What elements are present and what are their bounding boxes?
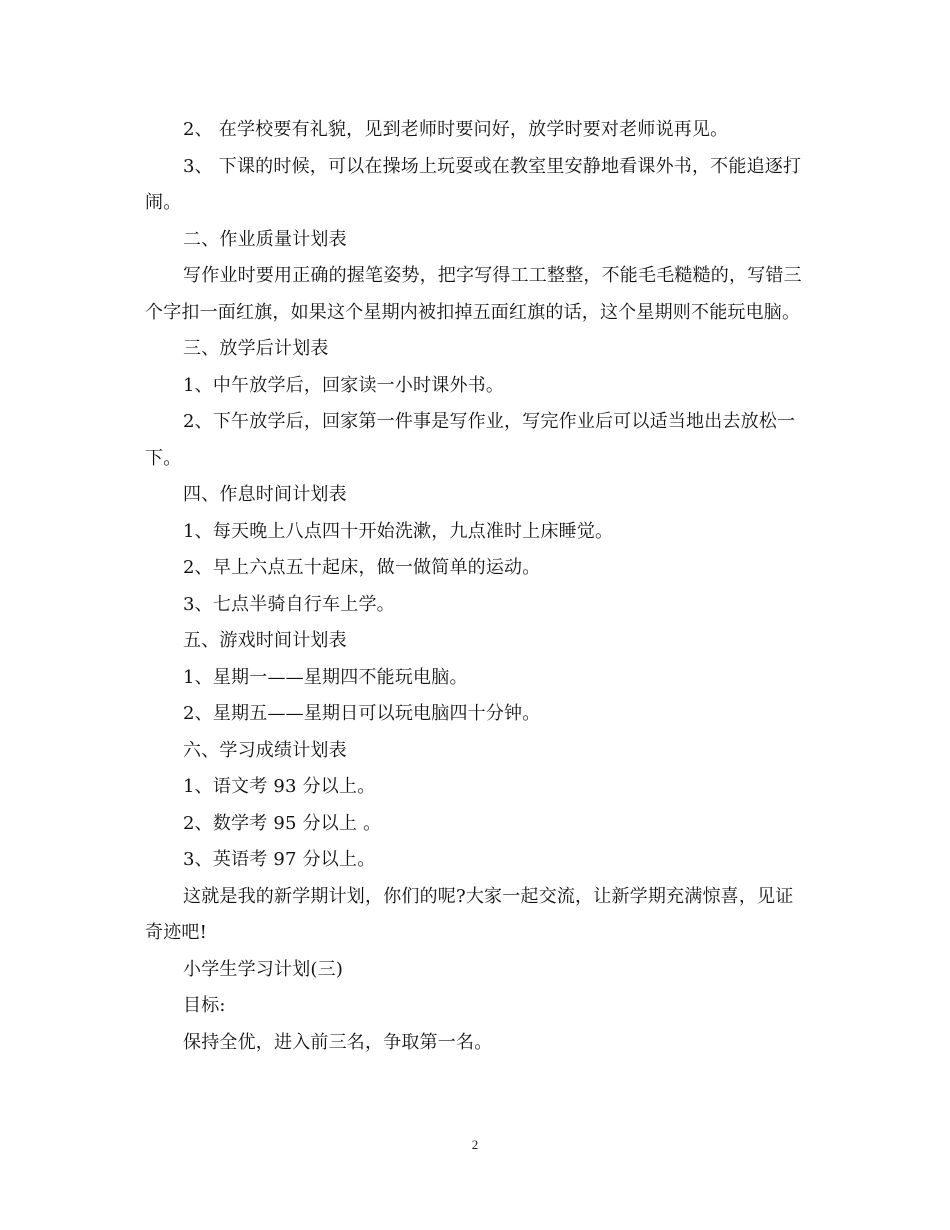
paragraph-commute: 3、七点半骑自行车上学。 (183, 593, 395, 615)
section-heading-homework: 二、作业质量计划表 (183, 228, 347, 250)
paragraph-closing: 这就是我的新学期计划，你们的呢?大家一起交流，让新学期充满惊喜，见证奇迹吧! (145, 885, 794, 943)
paragraph-homework-rule: 写作业时要用正确的握笔姿势，把字写得工工整整，不能毛毛糙糙的，写错三个字扣一面红旗，如果这个星期内被扣掉五面红旗的话，这个星期则不能玩电脑。 (145, 265, 802, 323)
label-goal: 目标: (183, 995, 226, 1016)
page-number: 2 (471, 1137, 479, 1152)
section-heading-grades: 六、学习成绩计划表 (183, 739, 347, 761)
paragraph-afternoon: 2、下午放学后，回家第一件事是写作业，写完作业后可以适当地出去放松一下。 (145, 411, 796, 469)
section-heading-games: 五、游戏时间计划表 (183, 630, 347, 651)
paragraph-rule-recess: 3、 下课的时候，可以在操场上玩耍或在教室里安静地看课外书，不能追逐打闹。 (145, 155, 802, 213)
paragraph-weekend: 2、星期五——星期日可以玩电脑四十分钟。 (183, 703, 541, 724)
section-heading-schedule: 四、作息时间计划表 (183, 484, 347, 505)
paragraph-goal: 保持全优，进入前三名，争取第一名。 (183, 1031, 493, 1053)
paragraph-wakeup: 2、早上六点五十起床，做一做简单的运动。 (183, 557, 541, 578)
paragraph-rule-greeting: 2、 在学校要有礼貌，见到老师时要问好，放学时要对老师说再见。 (183, 119, 729, 140)
paragraph-weekdays: 1、星期一——星期四不能玩电脑。 (183, 666, 468, 688)
paragraph-chinese-score: 1、语文考 93 分以上。 (183, 776, 376, 797)
paragraph-english-score: 3、英语考 97 分以上。 (183, 849, 376, 870)
section-heading-after-school: 三、放学后计划表 (183, 338, 329, 359)
paragraph-math-score: 2、数学考 95 分以上 。 (183, 812, 382, 834)
document-body (145, 112, 810, 1061)
paragraph-bedtime: 1、每天晚上八点四十开始洗漱，九点准时上床睡觉。 (183, 520, 614, 542)
subtitle-plan-three: 小学生学习计划(三) (183, 958, 344, 980)
paragraph-noon: 1、中午放学后，回家读一小时课外书。 (183, 374, 505, 396)
